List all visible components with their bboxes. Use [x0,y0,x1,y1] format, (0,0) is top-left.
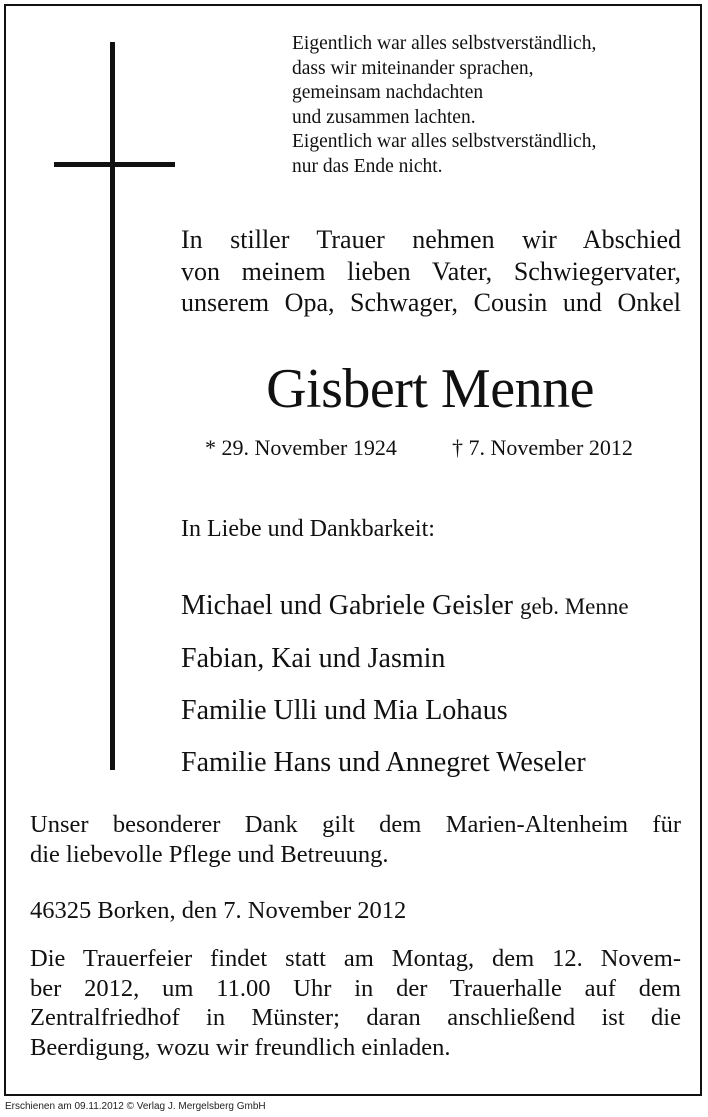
mourner-name: Fabian, Kai und Jasmin [181,643,446,674]
cross-horizontal-beam [54,162,175,167]
intro-line: unserem Opa, Schwager, Cousin und Onkel [181,288,681,317]
mourner-entry [181,633,691,685]
mourner-entry [181,737,691,789]
funeral-line: Zentralfriedhof in Münster; daran anschließend ist die [30,1004,681,1031]
special-thanks [30,810,681,869]
funeral-line: Die Trauerfeier findet statt am Montag, dem 12. Novem- [30,945,681,972]
birth-date: * 29. November 1924 [205,435,397,460]
mourners-list [181,580,691,789]
mourner-entry [181,580,691,633]
funeral-line: ber 2012, um 11.00 Uhr in der Trauerhalle auf dem [30,974,681,1002]
poem-line: gemeinsam nachdachten [292,82,484,104]
intro-text [181,224,681,319]
place-date [30,896,681,926]
mourner-name: Familie Ulli und Mia Lohaus [181,695,508,726]
special-thanks-line: Unser besonderer Dank gilt dem Marien-Altenheim für [30,811,681,838]
funeral-details [30,944,681,1062]
poem-line: und zusammen lachten. [292,106,476,128]
funeral-line: Beerdigung, wozu wir freundlich einladen. [30,1033,451,1061]
place-date-line: 46325 Borken, den 7. November 2012 [30,897,407,924]
poem-line: Eigentlich war alles selbstverständlich, [292,33,597,54]
mourner-name: Michael und Gabriele Geisler [181,590,513,621]
poem-line: nur das Ende nicht. [292,155,443,177]
death-date: † 7. November 2012 [452,435,633,460]
intro-line: In stiller Trauer nehmen wir Abschied [181,225,681,254]
poem [292,32,692,180]
cross-vertical-beam [110,42,115,770]
life-dates [205,434,665,462]
mourner-entry [181,685,691,737]
thanks-heading: In Liebe und Dankbarkeit: [181,516,435,542]
mourner-suffix: geb. Menne [519,594,629,619]
deceased-name: Gisbert Menne [266,358,594,420]
mourner-name: Familie Hans und Annegret Weseler [181,747,586,778]
intro-line: von meinem lieben Vater, Schwiegervater, [181,256,681,286]
poem-line: dass wir miteinander sprachen, [292,57,534,79]
special-thanks-line: die liebevolle Pflege und Betreuung. [30,840,389,868]
publication-footer: Erschienen am 09.11.2012 © Verlag J. Mergelsberg GmbH [5,1101,266,1112]
poem-line: Eigentlich war alles selbstverständlich, [292,131,597,153]
